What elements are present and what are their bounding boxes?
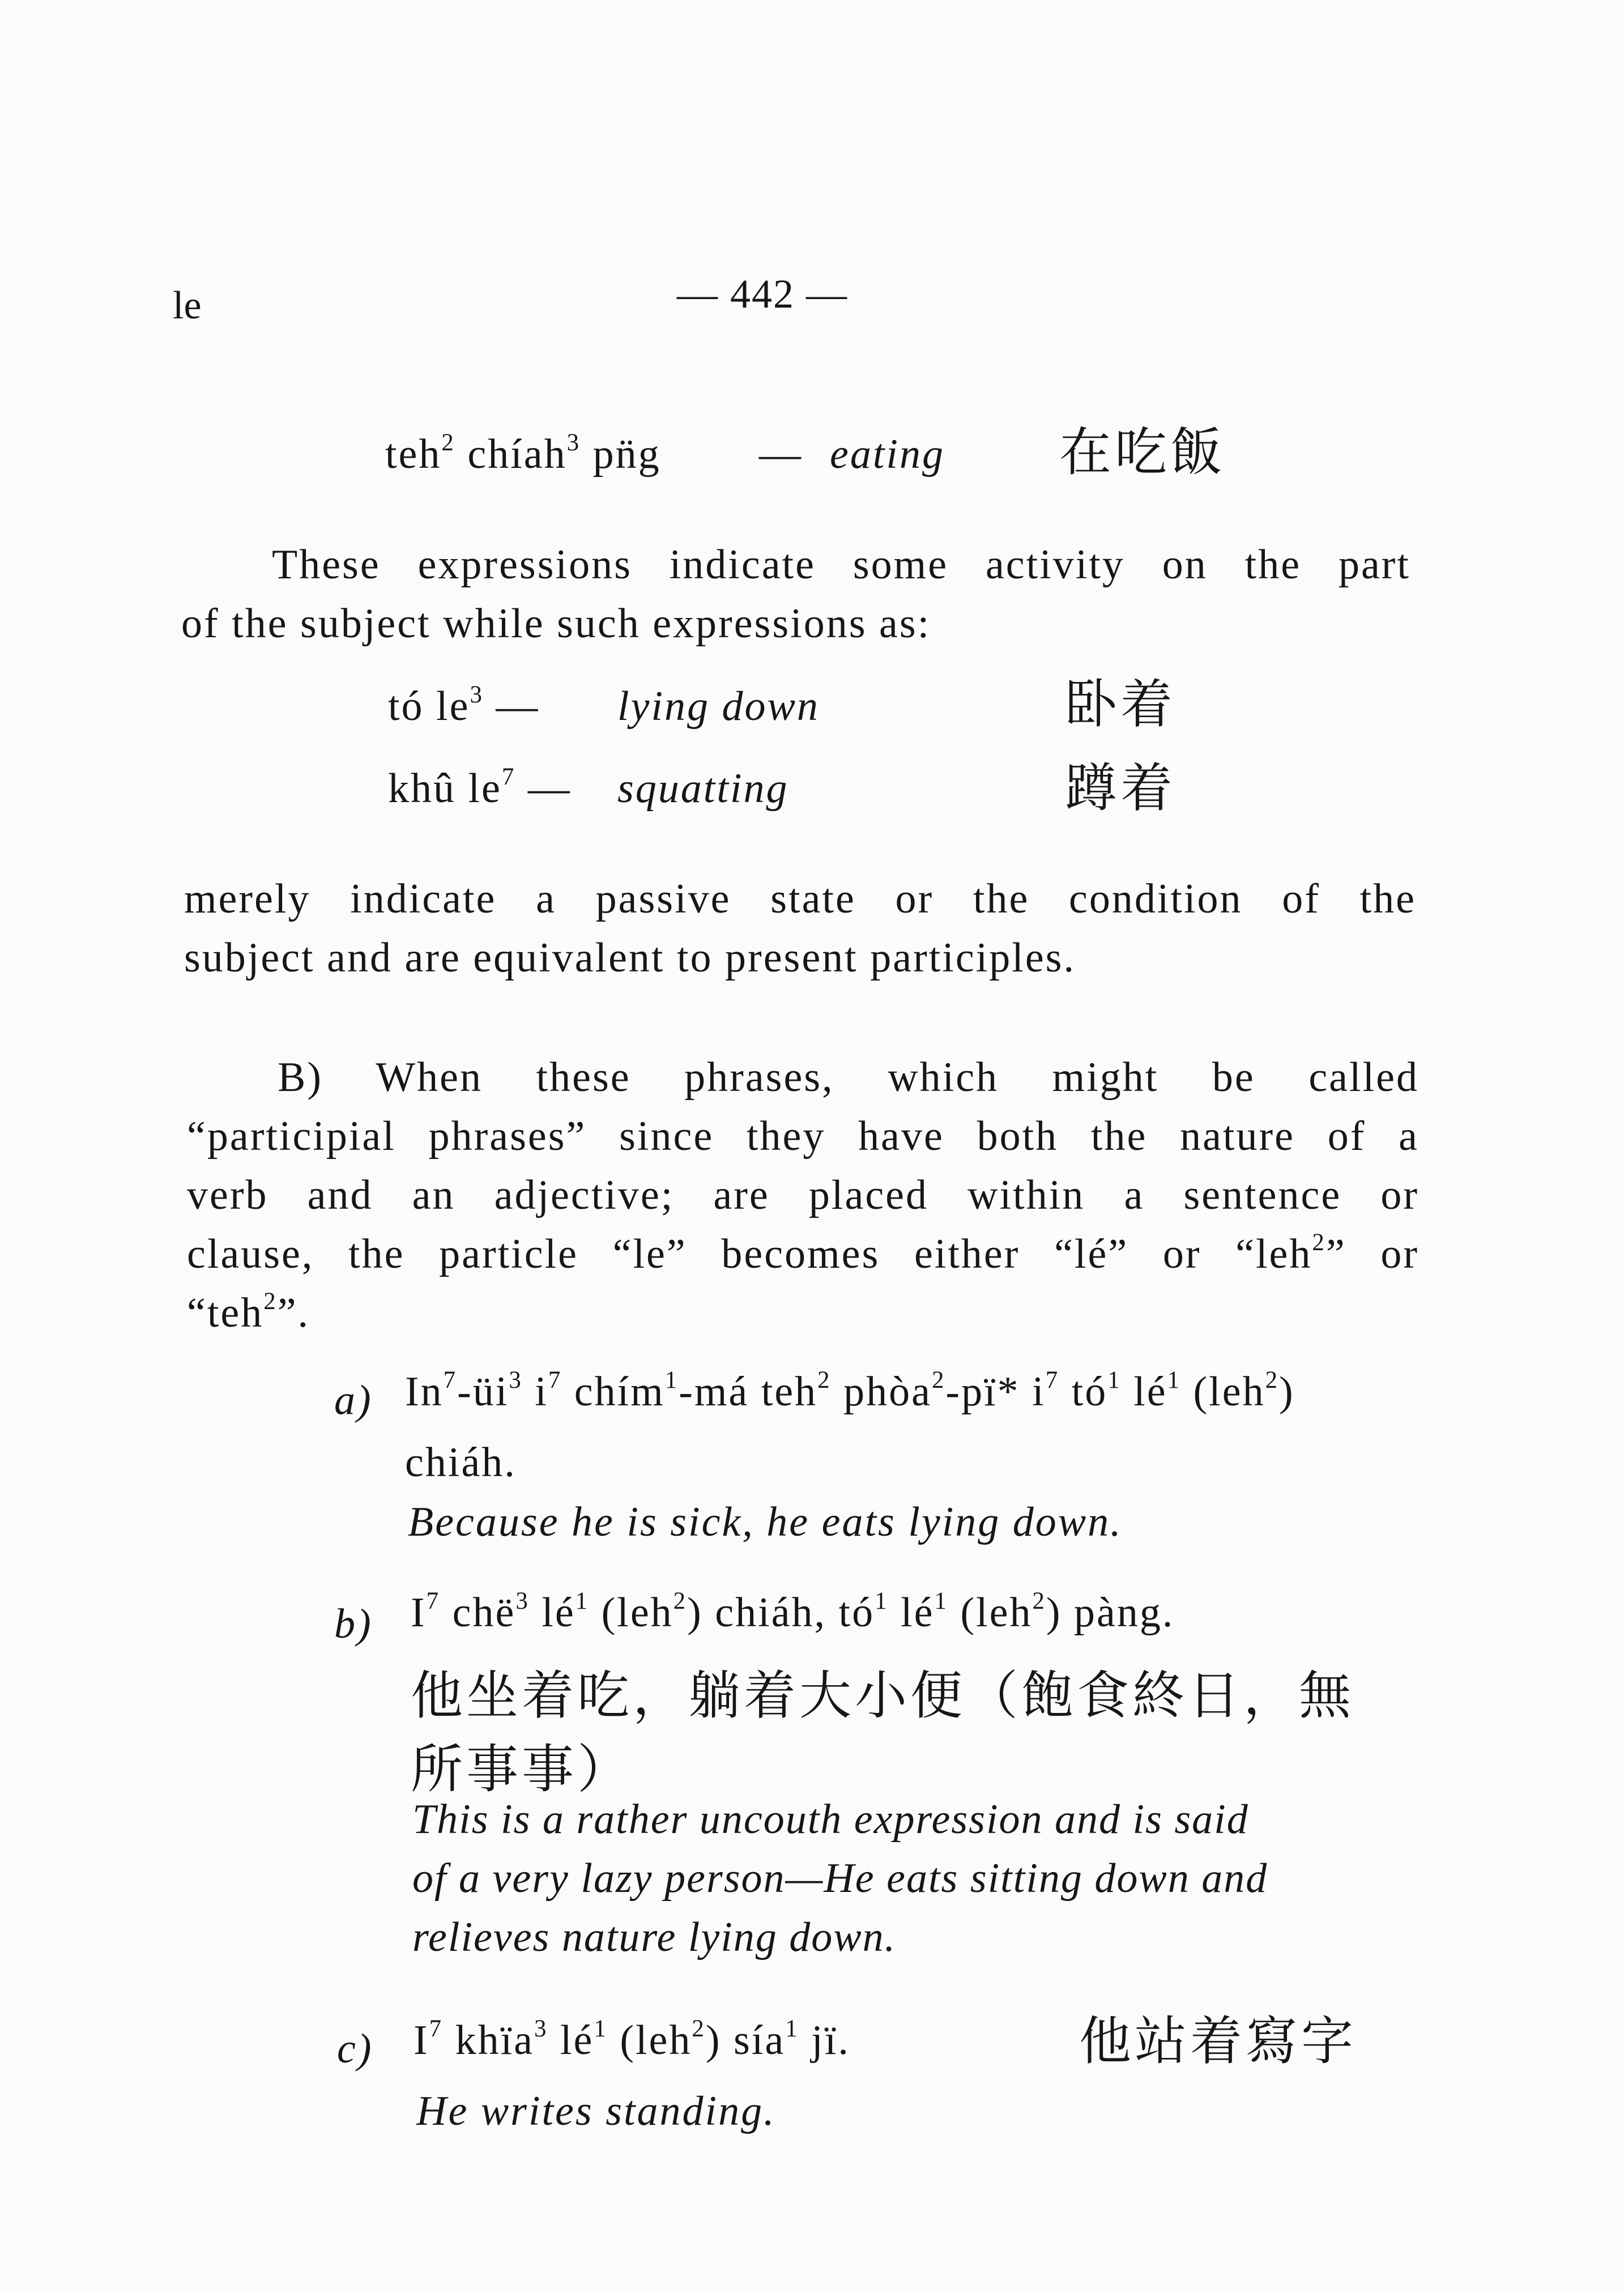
paragraph-3-line: clause, the particle “le” becomes either “lé” or “leh$^2$” or [187,1229,1419,1277]
example-b-translation [412,1790,1268,1967]
passive-example-2-chinese: 蹲着 [1065,758,1177,819]
running-head: le [173,284,202,327]
example-a-romanized-cont: chiáh. [405,1439,517,1486]
first-example-gloss: eating [830,431,945,478]
paragraph-3-line: verb and an adjective; are placed within a sentence or [187,1172,1419,1218]
first-example-dash: — [759,431,803,478]
example-b-label: b) [334,1601,373,1647]
example-b-romanized: $I^7$ chë$^3$ $lé^1$ (leh$^2$) chiáh, $tó^1$ $lé^1$ (leh$^2$) pàng. [411,1588,1175,1636]
example-b-translation-line: of a very lazy person—He eats sitting down and [412,1855,1268,1902]
paragraph-3 [187,1048,1419,1342]
paragraph-3-line: B) When these phrases, which might be called [278,1054,1419,1101]
passive-example-1-chinese: 卧着 [1065,674,1177,735]
paragraph-2 [184,870,1416,987]
example-a-romanized: $In^7-üi^3$ $i^7$ chím$^1$-má teh$^2$ phòa$^2$-pï* $i^7$ $tó^1$ $lé^1$ (leh$^2$) [405,1367,1295,1415]
example-c-romanized: $I^7$ khïa$^3$ $lé^1$ (leh$^2$) sía$^1$ jï. [414,2015,850,2064]
first-example-chinese: 在吃飯 [1059,422,1226,483]
example-b-translation-line: This is a rather uncouth expression and is said [412,1796,1249,1843]
example-b-chinese-line-2: 所事事） [411,1739,633,1800]
example-c-translation: He writes standing. [416,2088,776,2134]
paragraph-3-line: “teh$^2$”. [187,1288,310,1336]
paragraph-2-line: merely indicate a passive state or the condition of the [184,876,1416,922]
paragraph-3-line: “participial phrases” since they have both the nature of a [187,1113,1419,1160]
passive-example-2-gloss: squatting [617,765,789,812]
example-a-label: a) [334,1377,373,1423]
example-b-translation-line: relieves nature lying down. [412,1914,897,1960]
passive-example-1-romanized: tó $le^3$ — [388,681,540,730]
paragraph-1 [181,535,1410,653]
example-c-chinese: 他站着寫字 [1079,2011,1357,2072]
paragraph-1-line: of the subject while such expressions as: [181,600,931,647]
first-example-romanized: teh$^2$ chíah$^3$ pn̈g [385,429,661,478]
example-a-translation: Because he is sick, he eats lying down. [408,1499,1123,1545]
paragraph-2-line: subject and are equivalent to present participles. [184,935,1076,981]
passive-example-2-romanized: khû $le^7$ — [388,764,572,812]
paragraph-1-line: These expressions indicate some activity on the part [272,542,1410,588]
example-c-label: c) [337,2026,373,2072]
example-b-chinese-line-1: 他坐着吃，躺着大小便（飽食終日，無 [411,1665,1355,1726]
passive-example-1-gloss: lying down [617,683,820,730]
page-number: — 442 — [677,271,848,317]
